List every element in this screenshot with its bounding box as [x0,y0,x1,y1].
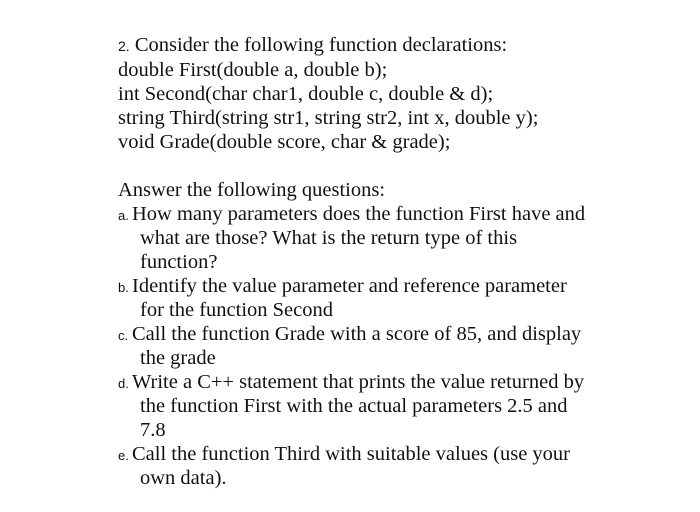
sub-question-b [118,274,678,322]
sub-question-line: How many parameters does the function First have and [132,203,586,225]
sub-question-line: Call the function Third with suitable values (use your [132,443,571,465]
question-intro: Consider the following function declarations: [134,34,508,56]
sub-question-marker: d. [118,376,129,391]
sub-question-line: function? [140,251,218,273]
declaration-grade: void Grade(double score, char & grade); [118,131,451,153]
sub-question-a [118,202,678,274]
paragraph-gap [118,154,678,178]
sub-question-line: the function First with the actual parameters 2.5 and [140,395,568,417]
sub-question-marker: a. [118,208,129,223]
sub-question-line: what are those? What is the return type of this [140,227,518,249]
declaration-third: string Third(string str1, string str2, int x, double y); [118,107,539,129]
sub-question-line: Identify the value parameter and reference parameter [132,275,567,297]
question-number: 2. [118,38,130,54]
answer-prompt: Answer the following questions: [118,179,386,201]
sub-question-line: Write a C++ statement that prints the value returned by [132,371,585,393]
sub-question-marker: b. [118,280,129,295]
sub-question-marker: c. [118,328,129,343]
sub-question-e [118,442,678,490]
sub-question-line: 7.8 [140,419,166,441]
sub-question-d [118,370,678,442]
sub-question-c [118,322,678,370]
sub-question-line: Call the function Grade with a score of 85, and display [132,323,582,345]
declaration-first: double First(double a, double b); [118,59,388,81]
sub-question-line: the grade [140,347,216,369]
sub-question-marker: e. [118,448,129,463]
question-document [118,33,678,490]
question-header [118,33,678,58]
sub-question-line: for the function Second [140,299,333,321]
sub-question-line: own data). [140,467,227,489]
declaration-second: int Second(char char1, double c, double & d); [118,83,494,105]
